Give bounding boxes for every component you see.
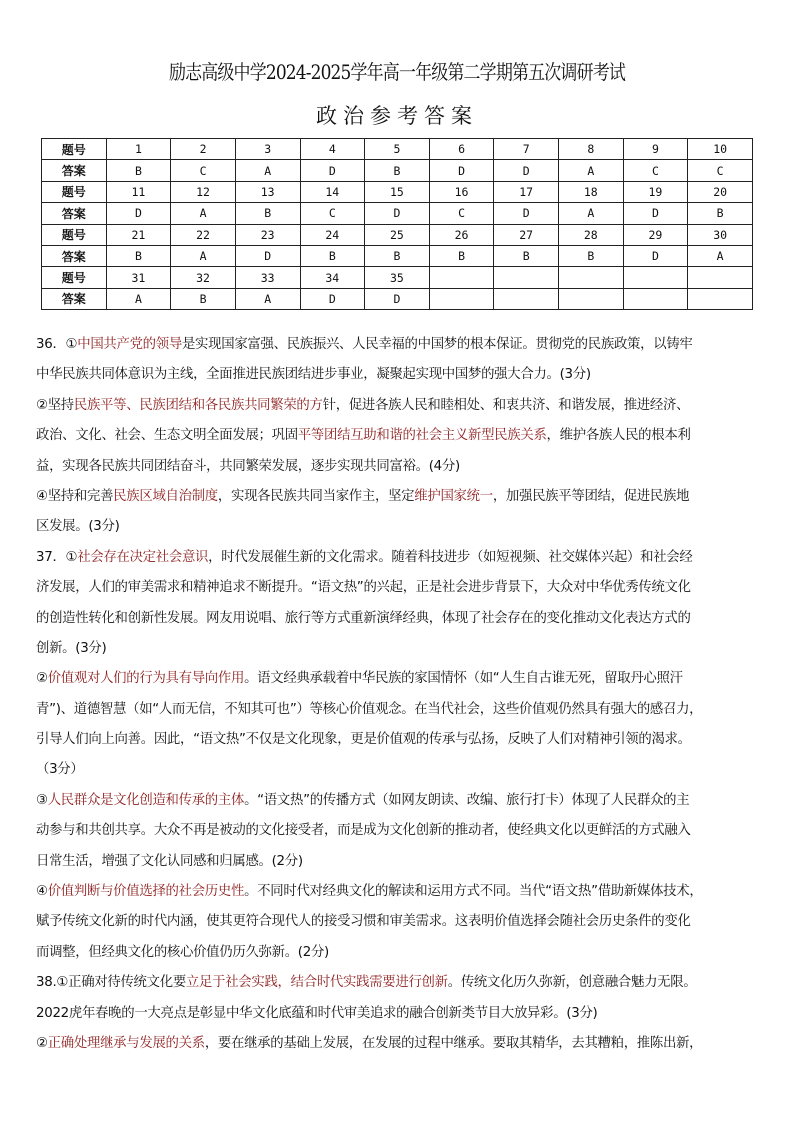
answer-text: 。语文经典承载着中华民族的家国情怀（如“人生自古谁无死，留取丹心照汗 — [244, 671, 683, 687]
key-point-text: 民族区域自治制度 — [113, 488, 218, 504]
question-number-row — [42, 139, 753, 160]
answer-cell — [688, 288, 753, 309]
answer-text: ④ — [36, 884, 48, 900]
question-number-cell: 27 — [494, 224, 559, 245]
answer-cell — [559, 288, 624, 309]
document-title: 励志高级中学2024-2025学年高一年级第二学期第五次调研考试 — [168, 60, 626, 84]
answer-text: ，加强民族平等团结，促进民族地 — [492, 488, 690, 504]
question-number-cell: 20 — [688, 181, 753, 202]
answer-text: ②坚持 — [36, 397, 74, 413]
text-line — [36, 545, 766, 575]
question-number-cell: 14 — [300, 181, 365, 202]
answer-cell — [623, 288, 688, 309]
text-line — [36, 849, 766, 879]
answer-cell: C — [300, 203, 365, 224]
row-label: 答案 — [42, 160, 107, 181]
row-label: 题号 — [42, 224, 107, 245]
answer-cell: B — [300, 245, 365, 266]
answer-cell: B — [365, 160, 430, 181]
text-line — [36, 362, 766, 392]
answer-table — [41, 138, 753, 310]
text-line — [36, 818, 766, 848]
answer-cell: B — [171, 288, 236, 309]
answer-row — [42, 245, 753, 266]
answer-text: ，维护各族人民的根本利 — [546, 428, 691, 444]
row-label: 答案 — [42, 245, 107, 266]
answer-cell: D — [365, 288, 430, 309]
text-line — [36, 909, 766, 939]
question-number-cell — [623, 267, 688, 288]
answer-cell: A — [106, 288, 171, 309]
answer-cell: C — [429, 203, 494, 224]
answer-cell: B — [494, 245, 559, 266]
answer-text: ② — [36, 671, 48, 687]
answer-text: ，要在继承的基础上发展，在发展的过程中继承。要取其精华，去其糟粕，推陈出新， — [204, 1035, 703, 1051]
question-number-cell: 10 — [688, 139, 753, 160]
text-line — [36, 606, 766, 636]
question-number-cell: 5 — [365, 139, 430, 160]
answer-text: 36．① — [36, 337, 78, 352]
answer-cell: A — [688, 245, 753, 266]
key-point-text: 价值判断与价值选择的社会历史性 — [47, 884, 245, 900]
answer-cell: A — [559, 203, 624, 224]
text-line — [36, 879, 766, 909]
text-line — [36, 1001, 766, 1031]
text-line — [36, 484, 766, 514]
answer-text: 日常生活，增强了文化认同感和归属感。(2分) — [36, 853, 303, 869]
answer-cell — [429, 288, 494, 309]
answer-text: ，实现各民族共同当家作主，坚定 — [217, 488, 415, 504]
text-line — [36, 970, 766, 1000]
question-number-row — [42, 224, 753, 245]
question-number-cell: 21 — [106, 224, 171, 245]
answer-text: 。不同时代对经典文化的解读和运用方式不同。当代“语文热”借助新媒体技术， — [244, 884, 703, 900]
text-line — [36, 666, 766, 696]
question-number-cell: 26 — [429, 224, 494, 245]
key-point-text: 立足于社会实践，结合时代实践需要进行创新 — [185, 975, 448, 991]
key-point-text: 中国共产党的领导 — [77, 337, 182, 352]
text-line — [36, 788, 766, 818]
answer-text: 益，实现各民族共同团结奋斗，共同繁荣发展，逐步实现共同富裕。(4分) — [36, 458, 460, 474]
question-number-cell: 35 — [365, 267, 430, 288]
answer-text: 动参与和共创共享。大众不再是被动的文化接受者，而是成为文化创新的推动者，使经典文化以更鲜活的方式融入 — [36, 823, 691, 839]
answer-text: 中华民族共同体意识为主线，全面推进民族团结进步事业，凝聚起实现中国梦的强大合力。(3分) — [36, 367, 591, 383]
text-line — [36, 575, 766, 605]
answer-row — [42, 160, 753, 181]
answer-cell: D — [365, 203, 430, 224]
answer-cell: B — [365, 245, 430, 266]
question-number-cell: 34 — [300, 267, 365, 288]
answer-text: ，时代发展催生新的文化需求。随着科技进步（如短视频、社交媒体兴起）和社会经 — [208, 549, 693, 565]
row-label: 答案 — [42, 288, 107, 309]
question-number-cell — [559, 267, 624, 288]
answer-cell: B — [106, 245, 171, 266]
answer-text: 针，促进各族人民和睦相处、和衷共济、和谐发展，推进经济、 — [322, 397, 690, 413]
row-label: 题号 — [42, 267, 107, 288]
answer-row — [42, 288, 753, 309]
question-number-cell: 1 — [106, 139, 171, 160]
question-number-cell: 28 — [559, 224, 624, 245]
answer-text: 。“语文热”的传播方式（如网友朗读、改编、旅行打卡）体现了人民群众的主 — [244, 792, 690, 808]
question-number-cell: 15 — [365, 181, 430, 202]
text-line — [36, 393, 766, 423]
answer-text: 赋予传统文化新的时代内涵，使其更符合现代人的接受习惯和审美需求。这表明价值选择会随社会历史条件的变化 — [36, 914, 691, 930]
answer-cell: A — [559, 160, 624, 181]
row-label: 题号 — [42, 139, 107, 160]
answer-row — [42, 203, 753, 224]
row-label: 题号 — [42, 181, 107, 202]
answer-text: 青”)、道德智慧（如“人而无信，不知其可也”）等核心价值观念。在当代社会，这些价值观仍然具有强大的感召力， — [36, 701, 703, 717]
question-number-cell: 23 — [235, 224, 300, 245]
answer-text: 37．① — [36, 549, 78, 565]
text-line — [36, 1031, 766, 1061]
question-number-row — [42, 267, 753, 288]
row-label: 答案 — [42, 203, 107, 224]
answer-text: ② — [36, 1035, 48, 1051]
question-number-cell: 33 — [235, 267, 300, 288]
key-point-text: 正确处理继承与发展的关系 — [47, 1035, 205, 1051]
text-line — [36, 423, 766, 453]
answer-text: 38.①正确对待传统文化要 — [36, 975, 186, 991]
question-number-row — [42, 181, 753, 202]
answer-cell: D — [494, 160, 559, 181]
key-point-text: 维护国家统一 — [414, 488, 493, 504]
text-line — [36, 636, 766, 666]
question-number-cell: 6 — [429, 139, 494, 160]
answer-cell: C — [171, 160, 236, 181]
question-number-cell: 12 — [171, 181, 236, 202]
answer-cell: A — [235, 288, 300, 309]
question-number-cell: 17 — [494, 181, 559, 202]
question-number-cell: 4 — [300, 139, 365, 160]
key-point-text: 人民群众是文化创造和传承的主体 — [47, 792, 245, 808]
text-line — [36, 757, 766, 787]
text-line — [36, 940, 766, 970]
answer-text: 。传统文化历久弥新，创意融合魅力无限。 — [447, 975, 697, 991]
answer-cell: B — [559, 245, 624, 266]
answer-text: 而调整，但经典文化的核心价值仍历久弥新。(2分) — [36, 944, 329, 960]
answer-cell: B — [429, 245, 494, 266]
answer-text: 区发展。(3分) — [36, 519, 120, 535]
question-number-cell: 3 — [235, 139, 300, 160]
question-number-cell: 9 — [623, 139, 688, 160]
answer-cell — [494, 288, 559, 309]
answer-cell: B — [235, 203, 300, 224]
answer-text: 济发展，人们的审美需求和精神追求不断提升。“语文热”的兴起，正是社会进步背景下，大众对中华优秀传统文化 — [36, 580, 691, 596]
answer-cell: B — [688, 203, 753, 224]
question-number-cell: 32 — [171, 267, 236, 288]
answer-cell: D — [300, 288, 365, 309]
answer-body — [36, 332, 766, 1061]
question-number-cell: 2 — [171, 139, 236, 160]
answer-cell: D — [106, 203, 171, 224]
question-number-cell — [494, 267, 559, 288]
answer-text: 创新。(3分) — [36, 640, 107, 656]
answer-text: 政治、文化、社会、生态文明全面发展；巩固 — [36, 428, 298, 444]
question-number-cell: 11 — [106, 181, 171, 202]
answer-cell: D — [494, 203, 559, 224]
question-number-cell: 22 — [171, 224, 236, 245]
question-number-cell: 29 — [623, 224, 688, 245]
text-line — [36, 332, 766, 362]
question-number-cell — [688, 267, 753, 288]
text-line — [36, 454, 766, 484]
question-number-cell: 18 — [559, 181, 624, 202]
key-point-text: 社会存在决定社会意识 — [77, 549, 209, 565]
question-number-cell: 31 — [106, 267, 171, 288]
question-number-cell: 30 — [688, 224, 753, 245]
answer-text: 引导人们向上向善。因此，“语文热”不仅是文化现象，更是价值观的传承与弘扬，反映了人们对精神引领的渴求。 — [36, 732, 691, 748]
question-number-cell: 25 — [365, 224, 430, 245]
text-line — [36, 697, 766, 727]
question-number-cell: 7 — [494, 139, 559, 160]
answer-cell: A — [171, 203, 236, 224]
key-point-text: 平等团结互助和谐的社会主义新型民族关系 — [297, 428, 547, 444]
answer-cell: A — [171, 245, 236, 266]
answer-text: ③ — [36, 792, 48, 808]
answer-text: 2022虎年春晚的一大亮点是彰显中华文化底蕴和时代审美追求的融合创新类节目大放异彩。(3分) — [36, 1005, 598, 1021]
answer-cell: D — [623, 245, 688, 266]
key-point-text: 民族平等、民族团结和各民族共同繁荣的方 — [73, 397, 323, 413]
answer-cell: B — [106, 160, 171, 181]
document-subtitle: 政治参考答案 — [316, 104, 478, 128]
answer-text: 的创造性转化和创新性发展。网友用说唱、旅行等方式重新演绎经典，体现了社会存在的变化推动文化表达方式的 — [36, 610, 691, 626]
question-number-cell: 16 — [429, 181, 494, 202]
answer-cell: D — [235, 245, 300, 266]
answer-cell: D — [623, 203, 688, 224]
answer-cell: C — [623, 160, 688, 181]
question-number-cell: 19 — [623, 181, 688, 202]
question-number-cell — [429, 267, 494, 288]
answer-cell: D — [429, 160, 494, 181]
answer-cell: A — [235, 160, 300, 181]
answer-cell: D — [300, 160, 365, 181]
key-point-text: 价值观对人们的行为具有导向作用 — [47, 671, 245, 687]
text-line — [36, 727, 766, 757]
answer-text: 是实现国家富强、民族振兴、人民幸福的中国梦的根本保证。贯彻党的民族政策，以铸牢 — [181, 337, 693, 352]
question-number-cell: 8 — [559, 139, 624, 160]
question-number-cell: 13 — [235, 181, 300, 202]
text-line — [36, 514, 766, 544]
answer-text: （3分） — [36, 762, 84, 778]
answer-text: ④坚持和完善 — [36, 488, 114, 504]
question-number-cell: 24 — [300, 224, 365, 245]
answer-cell: C — [688, 160, 753, 181]
